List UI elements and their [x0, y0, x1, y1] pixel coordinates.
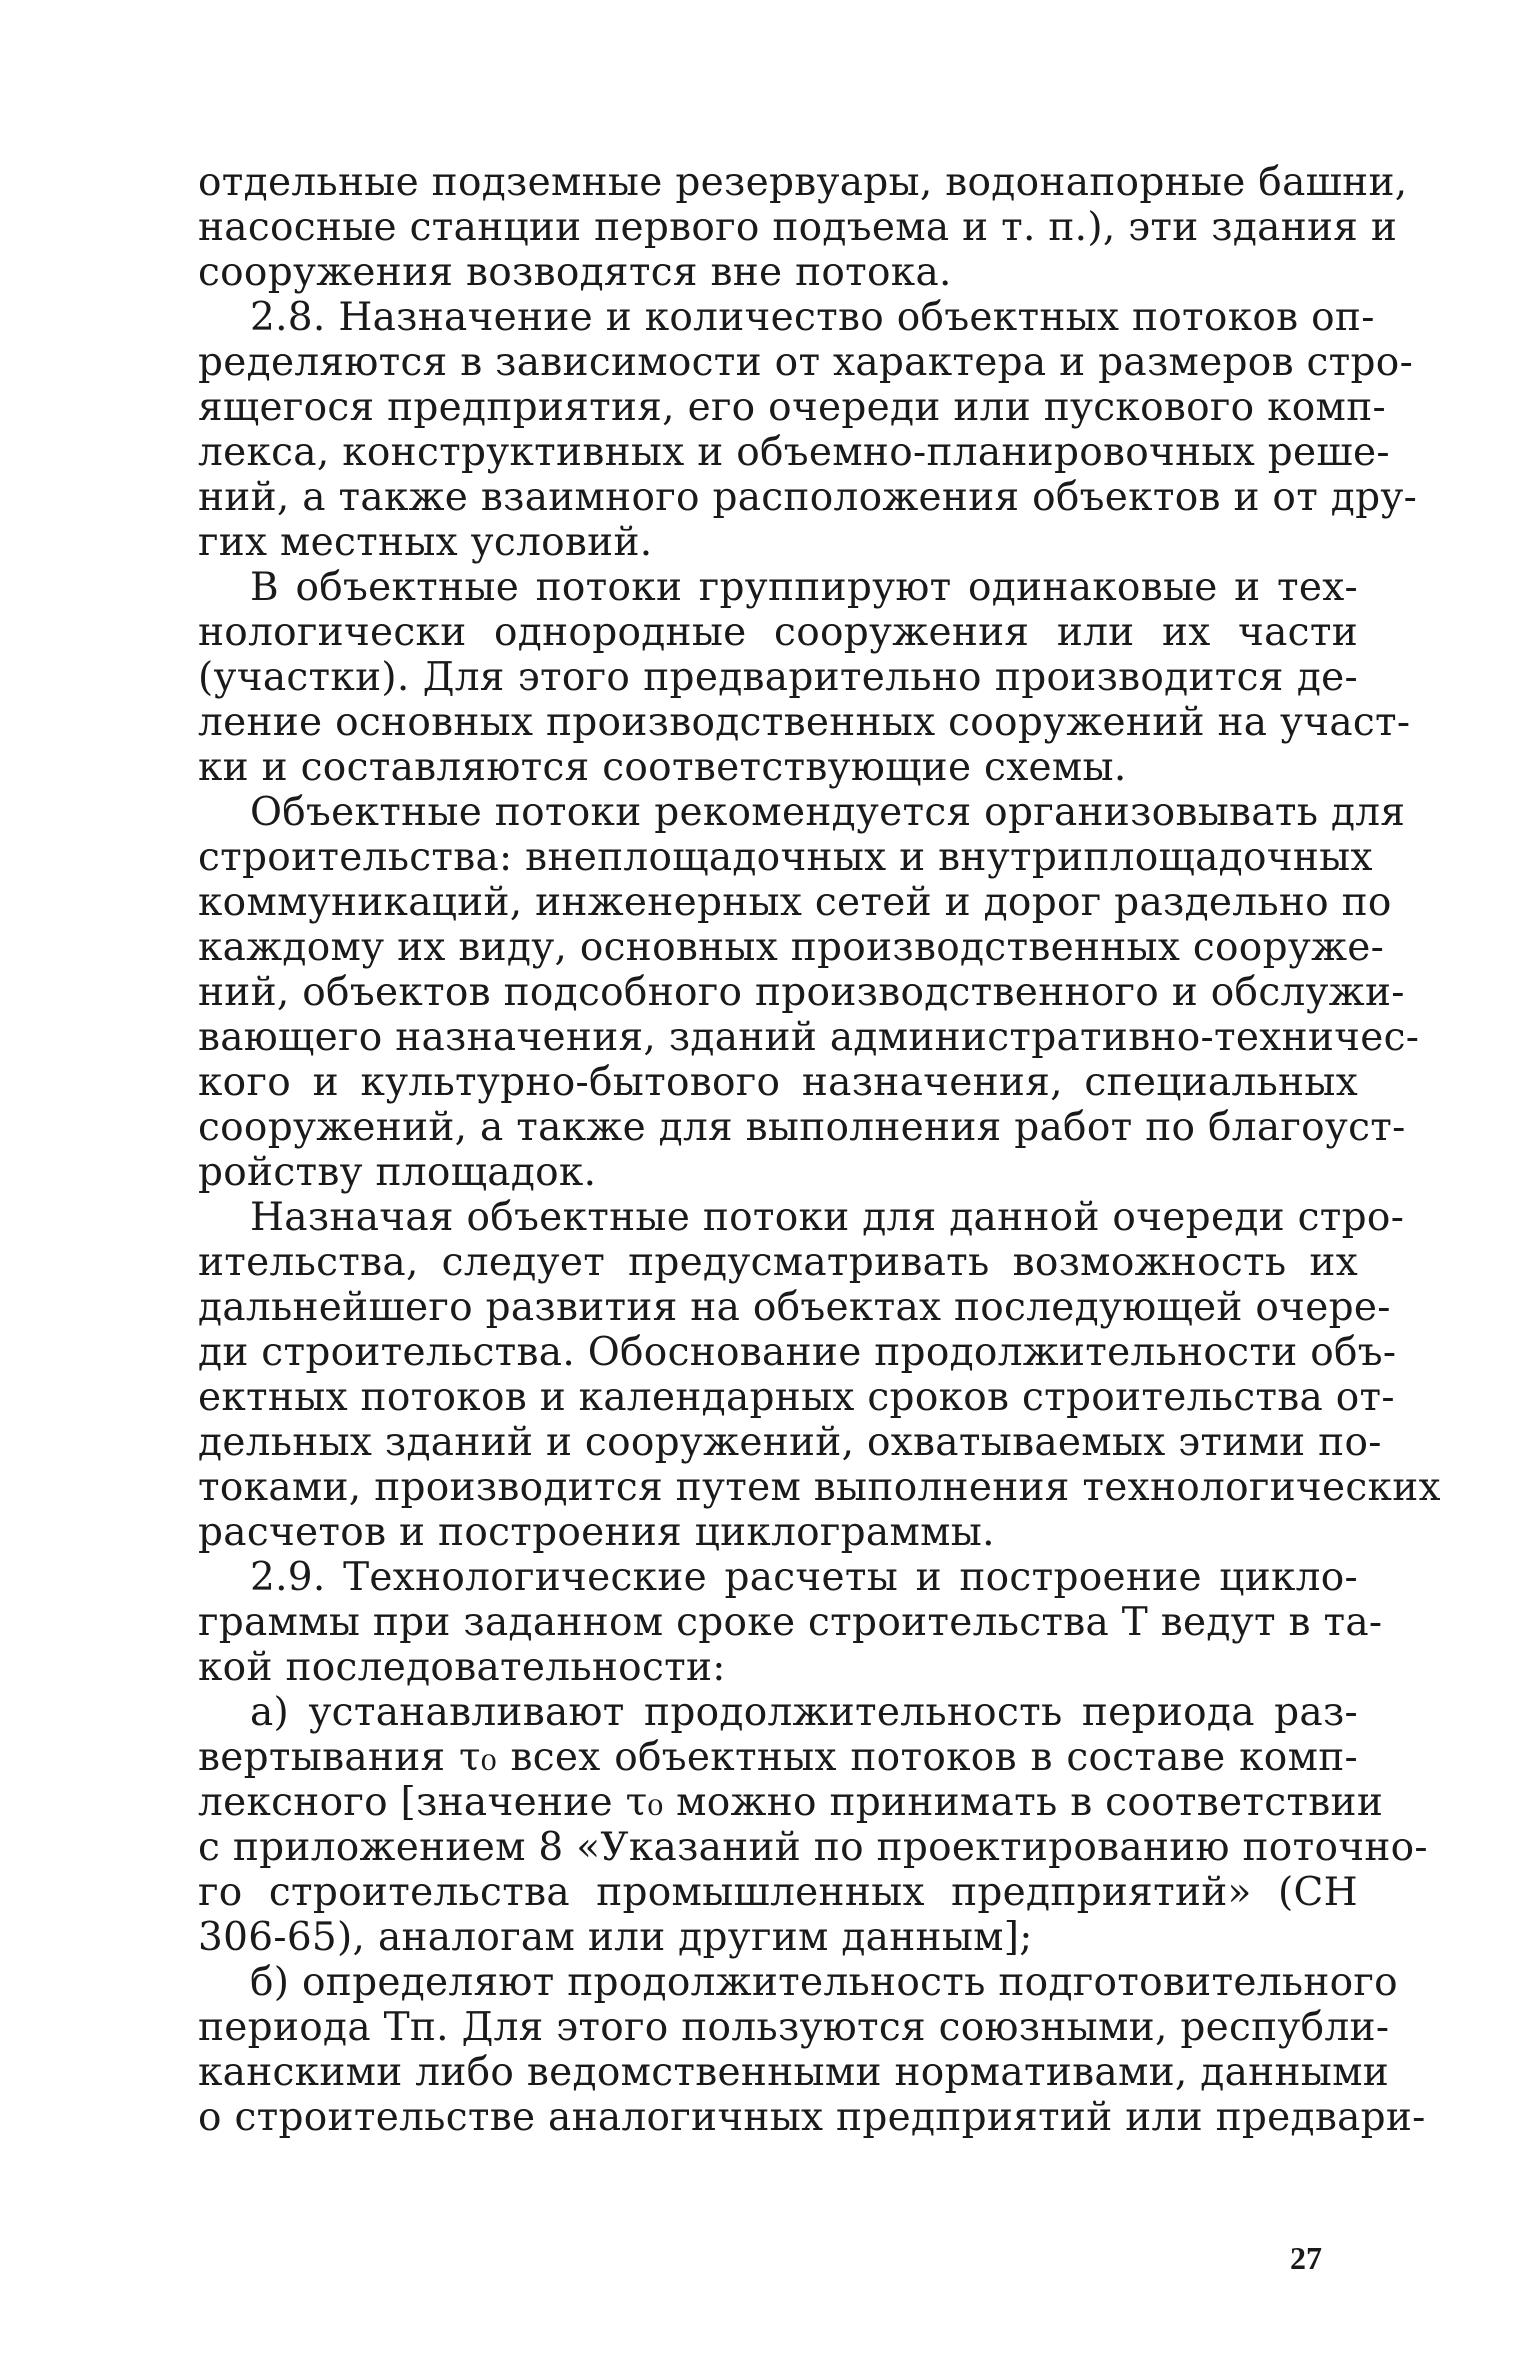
text-line: лексного [значение τ₀ можно принимать в соответствии	[198, 1780, 1384, 1825]
text-line: В объектные потоки группируют одинаковые и тех-	[250, 565, 1358, 610]
paragraph	[198, 1690, 1428, 1960]
text-line: дальнейшего развития на объектах последующей очере-	[198, 1285, 1391, 1330]
page-number: 27	[1290, 2240, 1322, 2276]
text-line: периода Тп. Для этого пользуются союзными, республи-	[198, 2005, 1390, 2050]
text-line: 306-65), аналогам или другим данным];	[198, 1915, 1033, 1960]
text-line: лекса, конструктивных и объемно-планировочных реше-	[198, 430, 1390, 475]
text-line: ройству площадок.	[198, 1150, 597, 1195]
text-line: (участки). Для этого предварительно производится де-	[198, 655, 1358, 700]
text-line: б) определяют продолжительность подготовительного	[250, 1960, 1398, 2005]
text-line: сооружений, а также для выполнения работ по благоуст-	[198, 1105, 1406, 1150]
text-line: нологически однородные сооружения или их части	[198, 610, 1358, 655]
text-line: ектных потоков и календарных сроков строительства от-	[198, 1375, 1395, 1420]
text-line: вающего назначения, зданий административно-техничес-	[198, 1015, 1420, 1060]
text-line: дельных зданий и сооружений, охватываемых этими по-	[198, 1420, 1382, 1465]
text-line: Назначая объектные потоки для данной очереди стро-	[250, 1195, 1405, 1240]
text-line: насосные станции первого подъема и т. п.), эти здания и	[198, 205, 1398, 250]
text-line: гих местных условий.	[198, 520, 653, 565]
text-line: Объектные потоки рекомендуется организовывать для	[250, 790, 1406, 835]
text-line: ний, а также взаимного расположения объектов и от дру-	[198, 475, 1418, 520]
text-line: ний, объектов подсобного производственного и обслужи-	[198, 970, 1405, 1015]
text-line: сооружения возводятся вне потока.	[198, 250, 952, 295]
paragraph	[198, 295, 1418, 565]
text-line: каждому их виду, основных производственных сооруже-	[198, 925, 1385, 970]
text-line: ительства, следует предусматривать возможность их	[198, 1240, 1358, 1285]
text-line: токами, производится путем выполнения технологических	[198, 1465, 1441, 1510]
text-line: кой последовательности:	[198, 1645, 726, 1690]
paragraph	[198, 790, 1420, 1195]
text-line: с приложением 8 «Указаний по проектированию поточно-	[198, 1825, 1428, 1870]
text-line: го строительства промышленных предприятий» (СН	[198, 1870, 1358, 1915]
text-line: кого и культурно-бытового назначения, специальных	[198, 1060, 1358, 1105]
text-line: о строительстве аналогичных предприятий или предвари-	[198, 2095, 1426, 2140]
paragraph	[198, 1960, 1426, 2140]
text-line: ки и составляются соответствующие схемы.	[198, 745, 1127, 790]
text-line: ди строительства. Обоснование продолжительности объ-	[198, 1330, 1397, 1375]
text-line: а) устанавливают продолжительность периода раз-	[250, 1690, 1358, 1735]
paragraph	[198, 1555, 1383, 1690]
text-line: 2.8. Назначение и количество объектных потоков оп-	[250, 295, 1375, 340]
paragraph	[198, 160, 1408, 295]
paragraph	[198, 565, 1411, 790]
paragraph	[198, 1195, 1441, 1555]
text-line: граммы при заданном сроке строительства Т ведут в та-	[198, 1600, 1383, 1645]
text-line: ление основных производственных сооружений на участ-	[198, 700, 1411, 745]
page-body	[198, 160, 1441, 2140]
text-line: коммуникаций, инженерных сетей и дорог раздельно по	[198, 880, 1392, 925]
text-line: расчетов и построения циклограммы.	[198, 1510, 995, 1555]
text-line: строительства: внеплощадочных и внутриплощадочных	[198, 835, 1373, 880]
text-line: вертывания τ₀ всех объектных потоков в составе комп-	[198, 1735, 1358, 1780]
text-line: ящегося предприятия, его очереди или пускового комп-	[198, 385, 1386, 430]
text-line: 2.9. Технологические расчеты и построение цикло-	[250, 1555, 1358, 1600]
text-line: ределяются в зависимости от характера и размеров стро-	[198, 340, 1414, 385]
text-line: отдельные подземные резервуары, водонапорные башни,	[198, 160, 1408, 205]
text-line: канскими либо ведомственными нормативами, данными	[198, 2050, 1390, 2095]
